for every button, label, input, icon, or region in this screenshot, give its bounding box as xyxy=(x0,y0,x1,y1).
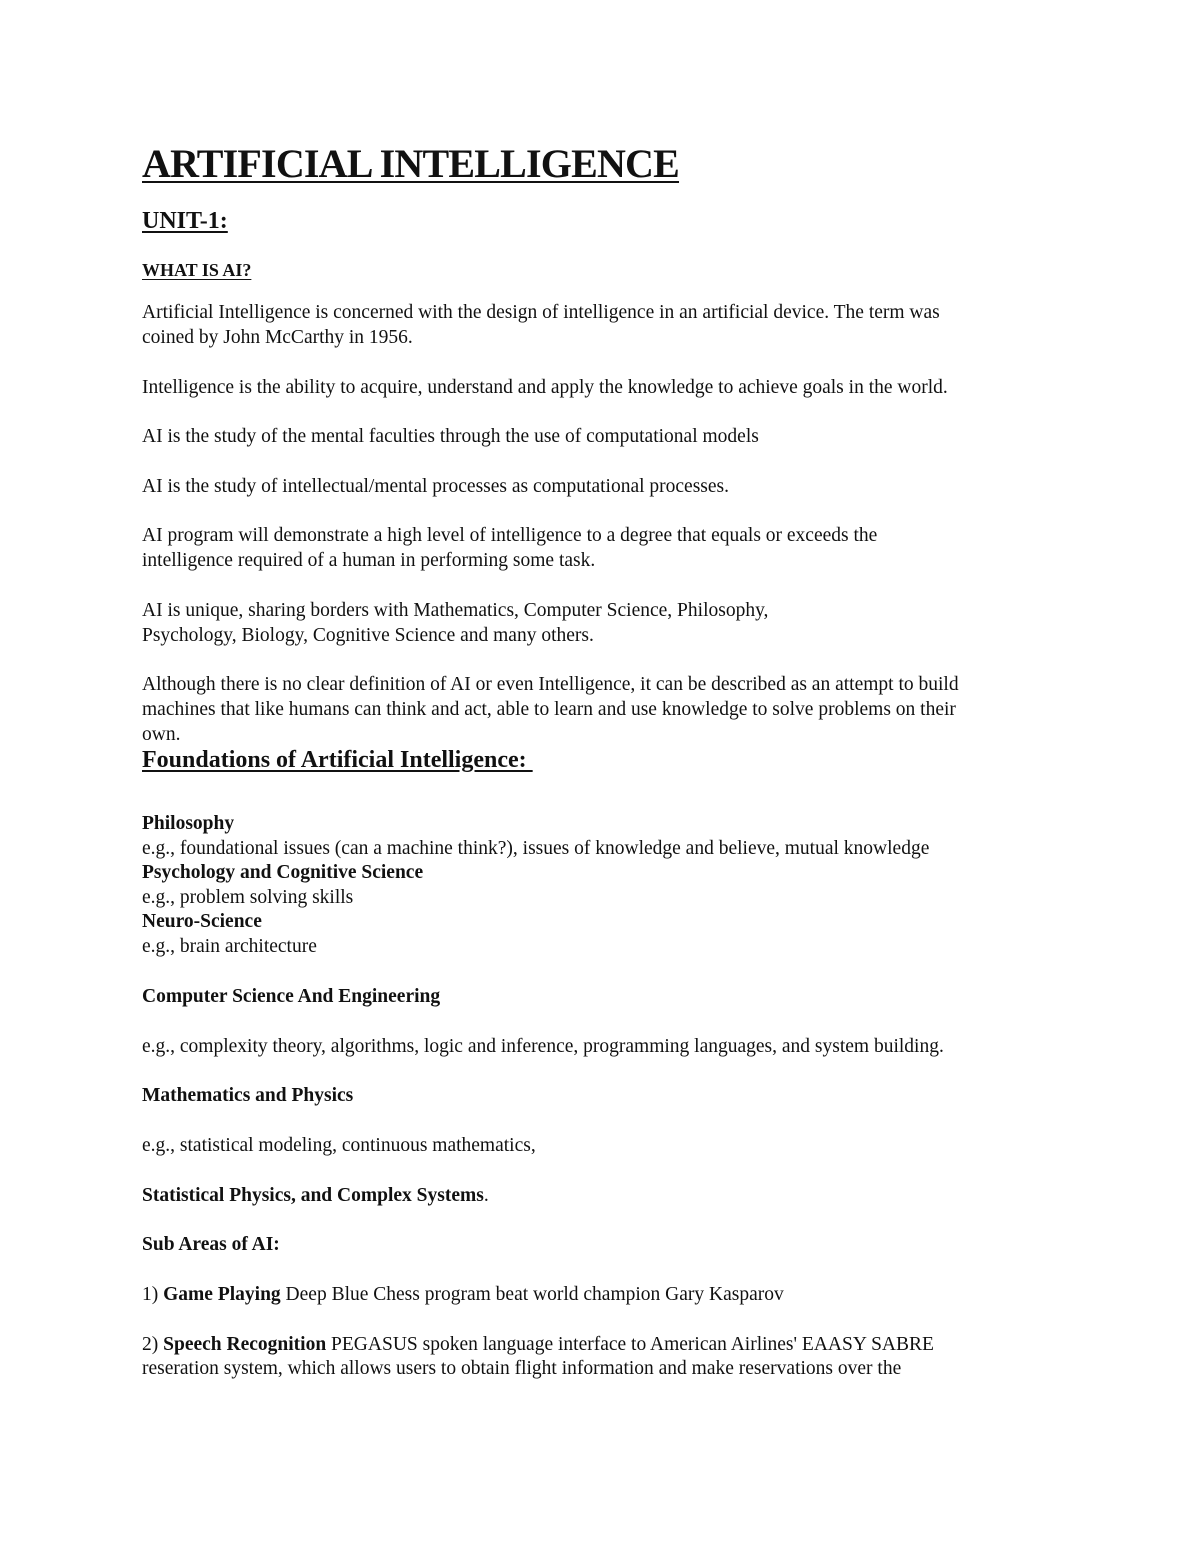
paragraph-7-line-2: machines that like humans can think and act, able to learn and use knowledge to solve problems on their xyxy=(142,699,956,720)
paragraph-3: AI is the study of the mental faculties through the use of computational models xyxy=(142,426,759,447)
philosophy-label: Philosophy xyxy=(142,813,235,834)
mathematics-text: e.g., statistical modeling, continuous mathematics, xyxy=(142,1135,536,1156)
computer-science-text: e.g., complexity theory, algorithms, logic and inference, programming languages, and system building. xyxy=(142,1036,944,1057)
philosophy-text: e.g., foundational issues (can a machine think?), issues of knowledge and believe, mutual knowledge xyxy=(142,838,930,859)
statistical-physics-period: . xyxy=(483,1185,489,1206)
statistical-physics-line xyxy=(142,1183,489,1208)
foundations-heading: Foundations of Artificial Intelligence: xyxy=(142,747,533,773)
paragraph-7-line-3: own. xyxy=(142,724,181,745)
paragraph-6-line-1: AI is unique, sharing borders with Mathematics, Computer Science, Philosophy, xyxy=(142,600,769,621)
mathematics-label: Mathematics and Physics xyxy=(142,1085,354,1106)
sub-areas-heading: Sub Areas of AI: xyxy=(142,1234,280,1255)
what-is-ai-heading xyxy=(142,258,251,283)
sub-area-item-1-label: Game Playing xyxy=(163,1284,281,1305)
sub-area-item-2 xyxy=(142,1332,934,1357)
sub-area-item-2-line-2: reseration system, which allows users to obtain flight information and make reservations over the xyxy=(142,1358,902,1379)
paragraph-7-line-1: Although there is no clear definition of AI or even Intelligence, it can be described as an attempt to build xyxy=(142,674,959,695)
subheading-text: WHAT IS AI? xyxy=(142,260,252,280)
document-title: ARTIFICIAL INTELLIGENCE xyxy=(142,141,680,186)
statistical-physics-label: Statistical Physics, and Complex Systems xyxy=(142,1185,484,1206)
neuro-science-label: Neuro-Science xyxy=(142,911,262,932)
sub-area-item-2-label: Speech Recognition xyxy=(163,1334,327,1355)
psychology-text: e.g., problem solving skills xyxy=(142,887,354,908)
computer-science-label: Computer Science And Engineering xyxy=(142,986,441,1007)
unit-heading: UNIT-1: xyxy=(142,208,228,234)
neuro-science-text: e.g., brain architecture xyxy=(142,936,317,957)
psychology-label: Psychology and Cognitive Science xyxy=(142,862,424,883)
sub-area-item-2-text: PEGASUS spoken language interface to American Airlines' EAASY SABRE xyxy=(326,1334,934,1355)
sub-area-item-2-number: 2) xyxy=(142,1334,164,1355)
paragraph-1-line-2: coined by John McCarthy in 1956. xyxy=(142,327,413,348)
paragraph-5-line-1: AI program will demonstrate a high level of intelligence to a degree that equals or exceeds the xyxy=(142,525,878,546)
sub-area-item-1-number: 1) xyxy=(142,1284,164,1305)
sub-area-item-1 xyxy=(142,1282,784,1307)
paragraph-6-line-2: Psychology, Biology, Cognitive Science and many others. xyxy=(142,625,594,646)
sub-area-item-1-text: Deep Blue Chess program beat world champion Gary Kasparov xyxy=(280,1284,784,1305)
paragraph-4: AI is the study of intellectual/mental processes as computational processes. xyxy=(142,476,730,497)
paragraph-5-line-2: intelligence required of a human in performing some task. xyxy=(142,550,596,571)
paragraph-1-line-1: Artificial Intelligence is concerned with the design of intelligence in an artificial device. The term was xyxy=(142,302,940,323)
paragraph-2: Intelligence is the ability to acquire, understand and apply the knowledge to achieve goals in the world. xyxy=(142,377,948,398)
